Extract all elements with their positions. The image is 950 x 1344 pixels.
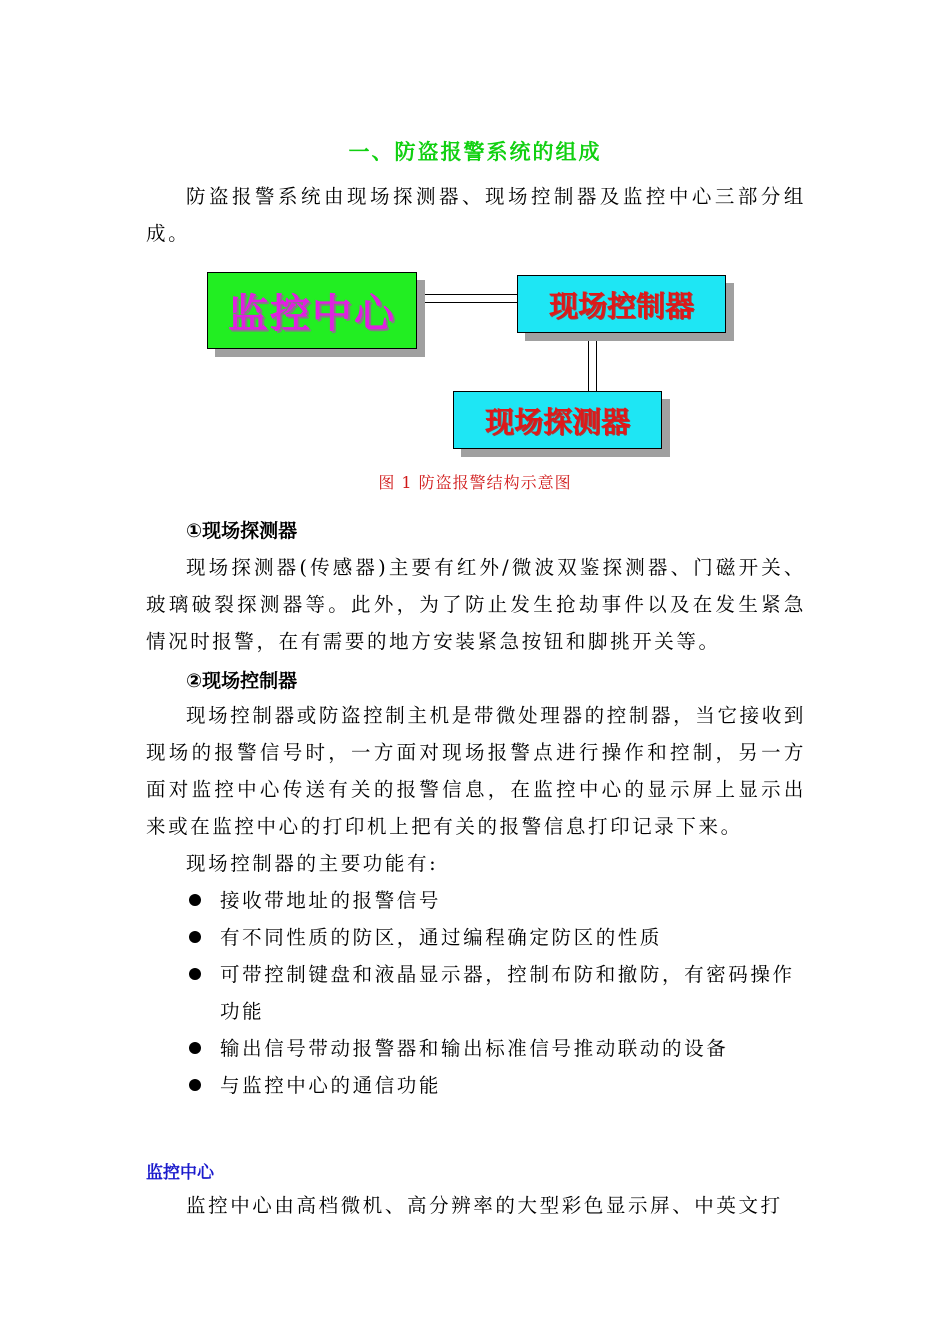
list-item-text: 可带控制键盘和液晶显示器，控制布防和撤防，有密码操作功能 — [220, 963, 795, 1023]
connector-line — [588, 332, 589, 391]
list-item — [186, 956, 806, 1030]
list-item-text: 有不同性质的防区，通过编程确定防区的性质 — [220, 926, 663, 949]
document-title: 一、防盗报警系统的组成 — [348, 140, 602, 164]
bullet-icon — [189, 968, 201, 980]
list-item-text: 输出信号带动报警器和输出标准信号推动联动的设备 — [220, 1037, 729, 1060]
intro-paragraph: 防盗报警系统由现场探测器、现场控制器及监控中心三部分组成。 — [146, 185, 806, 245]
connector-line — [596, 332, 597, 391]
section-heading-detector: ①现场探测器 — [186, 520, 298, 542]
connector-line — [416, 294, 517, 295]
site-detector-label: 现场探测器 — [484, 404, 630, 439]
bullet-icon — [189, 894, 201, 906]
controller-paragraph: 现场控制器或防盗控制主机是带微处理器的控制器，当它接收到现场的报警信号时，一方面对现场报警点进行操作和控制，另一方面对监控中心传送有关的报警信息，在监控中心的显示屏上显示出来或在监控中心的打印机上把有关的报警信息打印记录下来。 — [146, 704, 806, 838]
list-item-text: 接收带地址的报警信号 — [220, 889, 442, 912]
structure-diagram — [0, 0, 950, 470]
list-item-text: 与监控中心的通信功能 — [220, 1074, 442, 1097]
site-detector-box — [453, 391, 662, 449]
list-item — [186, 1030, 806, 1067]
list-item — [186, 882, 806, 919]
monitoring-paragraph: 监控中心由高档微机、高分辨率的大型彩色显示屏、中英文打 — [186, 1194, 783, 1217]
list-item — [186, 1067, 806, 1104]
detector-paragraph: 现场探测器(传感器)主要有红外/微波双鉴探测器、门磁开关、玻璃破裂探测器等。此外，为了防止发生抢劫事件以及在发生紧急情况时报警，在有需要的地方安装紧急按钮和脚挑开关等。 — [146, 556, 806, 653]
list-item — [186, 919, 806, 956]
site-controller-label: 现场控制器 — [548, 288, 694, 323]
section-heading-monitoring: 监控中心 — [146, 1163, 214, 1183]
figure-caption: 图 1 防盗报警结构示意图 — [378, 473, 572, 492]
site-controller-box — [517, 275, 726, 333]
functions-intro: 现场控制器的主要功能有: — [186, 852, 439, 875]
section-heading-controller: ②现场控制器 — [186, 670, 298, 692]
bullet-icon — [189, 931, 201, 943]
monitoring-center-box — [207, 272, 417, 349]
monitoring-center-label: 监控中心 — [228, 291, 396, 337]
function-list — [186, 882, 806, 1104]
bullet-icon — [189, 1079, 201, 1091]
connector-line — [416, 302, 517, 303]
bullet-icon — [189, 1042, 201, 1054]
